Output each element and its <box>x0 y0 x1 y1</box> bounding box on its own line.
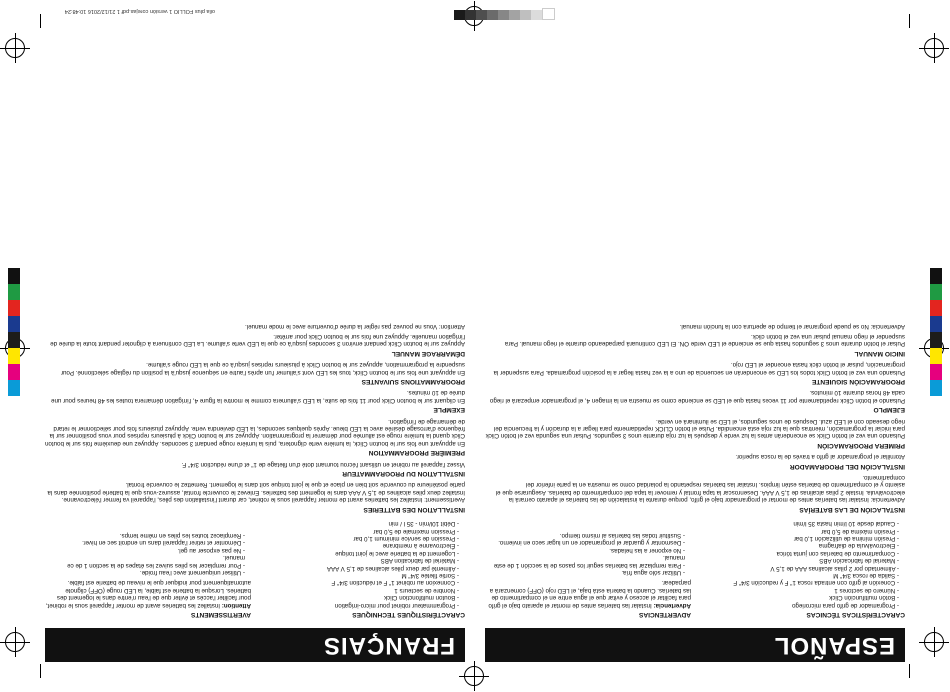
gray-scale-bar <box>454 10 555 20</box>
spec-list <box>259 520 465 609</box>
section-heading: INSTALLATION DU PROGRAMMATEUR <box>342 470 465 478</box>
warning-list <box>485 532 691 576</box>
section-heading: DÉMARRAGE MANUEL <box>391 349 465 357</box>
crop-line <box>40 14 41 28</box>
paragraph: Avertissement: Installez les batteries avant de monter l'appareil sous le robinet, car durant l'installation des piles, l'appareil va fermer l'électrovanne. Installez deux piles alcalines de 1,5 V AAA dans le logement des batteries. Enlevez le couvercle frontal, assurez-vous que la batterie positionnée dans la partie postérieure du couvercle soit bien en place et que le joint torique soit dans le logement. Remettez le couvercle frontal. <box>47 481 465 504</box>
list-item: - Conexión al grifo con entrada rosca 1" F y reducción 3/4" F <box>699 579 899 586</box>
instructions-body <box>45 322 465 513</box>
section-heading: INICIO MANUAL <box>854 349 905 357</box>
list-item: - Nombre de secteurs 1 <box>259 586 459 593</box>
section-heading: PROGRAMACIÓN SIGUIENTE <box>811 378 905 386</box>
paragraph: Vissez l'appareil au robinet en utilisant l'écrou tournant doté d'un filetage de 1" et d'une réduction 3/4" F. <box>181 460 465 468</box>
section-heading: EJEMPLO <box>873 406 905 414</box>
crop-line <box>909 664 910 678</box>
list-item: - Remplacez toutes les piles en même temps. <box>45 532 245 539</box>
column-technical <box>259 517 465 622</box>
section-heading: EXEMPLE <box>433 406 465 414</box>
color-bar-left <box>930 268 942 396</box>
warning-list <box>45 532 251 576</box>
list-item: - Salida de rosca 3/4" M <box>699 572 899 579</box>
list-item: - Matériel de fabrication ABS <box>259 557 459 564</box>
section-heading: PREMIÈRE PROGRAMMATION <box>368 449 465 457</box>
paragraph: Appuyez sur le bouton Click pendant environ 3 secondes jusqu'à ce que la LED verte s'allume. La LED continuera à clignoter pendant toute la durée de l'irrigation manuelle. Appuyez une fois sur le bouton Click pour arrêter. <box>50 333 465 348</box>
list-item: - Ne pas exposer au gel. <box>45 546 245 553</box>
section-heading: ADVERTENCIAS <box>638 611 691 618</box>
section-heading: CARACTERÍSTICAS TÉCNICAS <box>806 611 905 618</box>
attention-note: Attention: Vous ne pouvez pas régler la durée d'ouverture avec le mode manuel. <box>245 322 465 330</box>
column-warnings <box>45 517 251 622</box>
page-francais <box>45 22 465 662</box>
list-item: - Utiliser uniquement avec l'eau froide. <box>45 569 245 576</box>
list-item: - Presión mínima de utilización 1,0 bar <box>699 535 899 542</box>
spec-list <box>699 520 905 609</box>
list-item: - Programmateur robinet pour micro-irrigation <box>259 601 459 608</box>
print-footer: oila plus FOLLIO 1 versión corejas.pdf 1 21/12/2016 10:48:24 <box>64 8 215 14</box>
paragraph: Pulsar el botón durante unos 3 segundos hasta que se enciende el LED verde ON. El LED continuará parpadeando durante el riego manual. Para suspender el riego manual pulsar una vez el botón click. <box>504 333 905 348</box>
list-item: - Alimentado por 2 pilas alcalinas AAA de 1,5 V <box>699 564 899 571</box>
list-item: - Utilizar sólo agua fría. <box>485 569 685 576</box>
list-item: - Electroválvula de diafragma <box>699 542 899 549</box>
list-item: - Alimenté par deux piles alcalines de 1,5 V AAA <box>259 564 459 571</box>
list-item: - Connexion au robinet 1" F et réduction 3/4" F <box>259 579 459 586</box>
section-heading: PRIMERA PROGRAMACIÓN <box>817 441 905 449</box>
list-item: - Pour remplacer les piles suivez les étapes de la section 1 de ce manuel. <box>45 554 245 569</box>
warning-paragraph <box>485 579 691 609</box>
paragraph: Pulsando una vez el botón Click todos los LED se encenderán en secuencia de uno a la vez hasta llegar a la posición programada. Para suspender la programación, pulsar el botón click hasta encender el LED rojo. <box>493 361 905 376</box>
column-technical <box>699 517 905 622</box>
list-item: - Sortie filetée 3/4" M <box>259 572 459 579</box>
list-item: - Para remplazar las baterías seguir los pasos de la sección 1 de este manual. <box>485 554 685 569</box>
warning-label: Advertencia: <box>653 601 691 609</box>
list-item: - Desmontar y guardar el programador en un lugar seco en invierno. <box>485 539 685 546</box>
crop-line <box>909 14 910 28</box>
list-item: - Caudal desde 10 l/min hasta 35 l/min <box>699 520 899 527</box>
list-item: - Électrovanne à membrane <box>259 542 459 549</box>
list-item: - Bouton multifonction Click <box>259 594 459 601</box>
paragraph: Atornillar el programador al grifo a través de la rosca superior. <box>735 453 905 461</box>
list-item: - Programador de grifo para microriego <box>699 601 899 608</box>
language-title: ESPAÑOL <box>485 628 905 662</box>
instructions-body <box>485 322 905 513</box>
registration-mark-bottom-right <box>5 38 25 58</box>
list-item: - Compartimento de baterías con junta tórica <box>699 549 899 556</box>
crop-line <box>40 664 41 678</box>
warning-text: Installez les batteries avant de monter l'appareil sous le robinet, pour faciliter l'accès et éviter que de l'eau n'entre dans le logement des batteries. Lorsque la batterie est faible, la LED rouge (OFF) clignote automatiquement pour indiquer que le niveau de batterie est faible. <box>45 579 251 609</box>
paragraph: Advertencia: Instalar las baterías antes de montar el programador bajo el grifo, porque durante la instalación de las baterías el aparato cerrará la electroválvula. Instale 2 pilas alcalinas de 1,5 V AAA. Desenroscar la tapa frontal y remover la tapa del compartimento de baterías. Asegurarse que el asiento y el compartimento de baterías estén limpios. Instalar las baterías respetando la polaridad como se muestra en la parte inferior del compartimento. <box>495 474 905 504</box>
paragraph: Pulsando una vez el botón Click se encenderán antes la luz verde y después la luz roja durante unos 3 segundos. Pulsar una segunda vez el botón Click para iniciar la programación, mientras que la luz roja está encendida. Pulse el botón CLICK repetidamente para llegar a la duración y la frecuencia del riego deseado con el LED azul. Después de unos segundos, el LED se iluminará en verde. <box>485 417 905 440</box>
paragraph: En appuyant une fois sur le bouton Click, la lumière verte clignotera, puis la lumière rouge pendant 3 secondes. Appuyez une deuxième fois sur le bouton Click quand la lumière rouge est allumée pour démarrer la programmation. Appuyez sur le bouton Click à plusieurs reprises pour vous positionner sur la fréquence d'arrosage désirée avec la LED bleue. Après quelques secondes, la LED deviendra verte. Appuyez plusieurs fois pour sélectionner le retard de démarrage de l'irrigation. <box>45 417 465 447</box>
warning-label: Attention: <box>221 601 251 609</box>
list-item: - Logement de la batterie avec le joint torique <box>259 549 459 556</box>
registration-mark-top-right <box>5 632 25 652</box>
page-espanol <box>485 22 905 662</box>
list-item: - Sustituir todas las baterías al mismo tiempo. <box>485 532 685 539</box>
list-item: - Botón multifunción Click <box>699 594 899 601</box>
section-heading: CARACTÉRISTIQUES TECHNIQUES <box>352 611 465 618</box>
paragraph: En appuyant une fois sur le bouton Click, tous les LED vont s'allumer l'un après l'autre en séquence jusqu'à la position du réglage sélectionné. Pour suspendre la programmation, appuyez sur le bouton Click à plusieurs reprises jusqu'à ce que la LED rouge s'allume. <box>60 361 465 376</box>
color-bar-right <box>8 268 20 396</box>
list-item: - Débit 10l/min - 35 l / min <box>259 520 459 527</box>
registration-mark-top-center <box>464 666 484 686</box>
list-item: - Presión máxima de 5,0 bar <box>699 527 899 534</box>
list-item: - No exponer a las heladas. <box>485 546 685 553</box>
column-warnings <box>485 517 691 622</box>
registration-mark-bottom-left <box>924 38 944 58</box>
list-item: - Número de sectores 1 <box>699 586 899 593</box>
warning-text: Instalar las baterías antes de montar el aparato bajo el grifo para facilitar el acceso y evitar que el agua entre en el compartimento de las baterías. Cuando la batería está baja, el LED rojo (OFF) comenzará a parpadear. <box>488 579 691 609</box>
section-heading: AVERTISSEMENTS <box>191 611 251 618</box>
list-item: - Material de fabricación ABS <box>699 557 899 564</box>
section-heading: INSTALACIÓN DE LAS BATERÍAS <box>799 505 905 513</box>
paragraph: Pulsando el botón Click repetidamente por 11 veces hasta que el LED se enciende como se muestra en la imagen 4, el programador empezará el riego cada 48 horas durante 10 minutos. <box>489 389 905 404</box>
attention-note: Advertencia: No se puede programar el tiempo de apertura con la función manual. <box>679 322 905 330</box>
registration-mark-top-left <box>924 632 944 652</box>
list-item: - Pression maximale de 5,0 bar <box>259 527 459 534</box>
language-title: FRANÇAIS <box>45 628 465 662</box>
warning-paragraph <box>45 579 251 609</box>
list-item: - Démonter et retirer l'appareil dans un endroit sec en hiver. <box>45 539 245 546</box>
section-heading: INSTALACIÓN DEL PROGRAMADOR <box>789 462 905 470</box>
paragraph: En cliquant sur le bouton Click pour 11 fois de suite, la LED s'allumera comme le montre la figure 4, l'irrigation démarrera toutes les 48 heures pour une durée de 10 minutes. <box>51 389 465 404</box>
section-heading: PROGRAMMATIONS SUIVANTES <box>361 378 465 386</box>
section-heading: INSTALLATION DES BATTERIES <box>363 505 465 513</box>
list-item: - Pression de service minimum 1,0 bar <box>259 535 459 542</box>
